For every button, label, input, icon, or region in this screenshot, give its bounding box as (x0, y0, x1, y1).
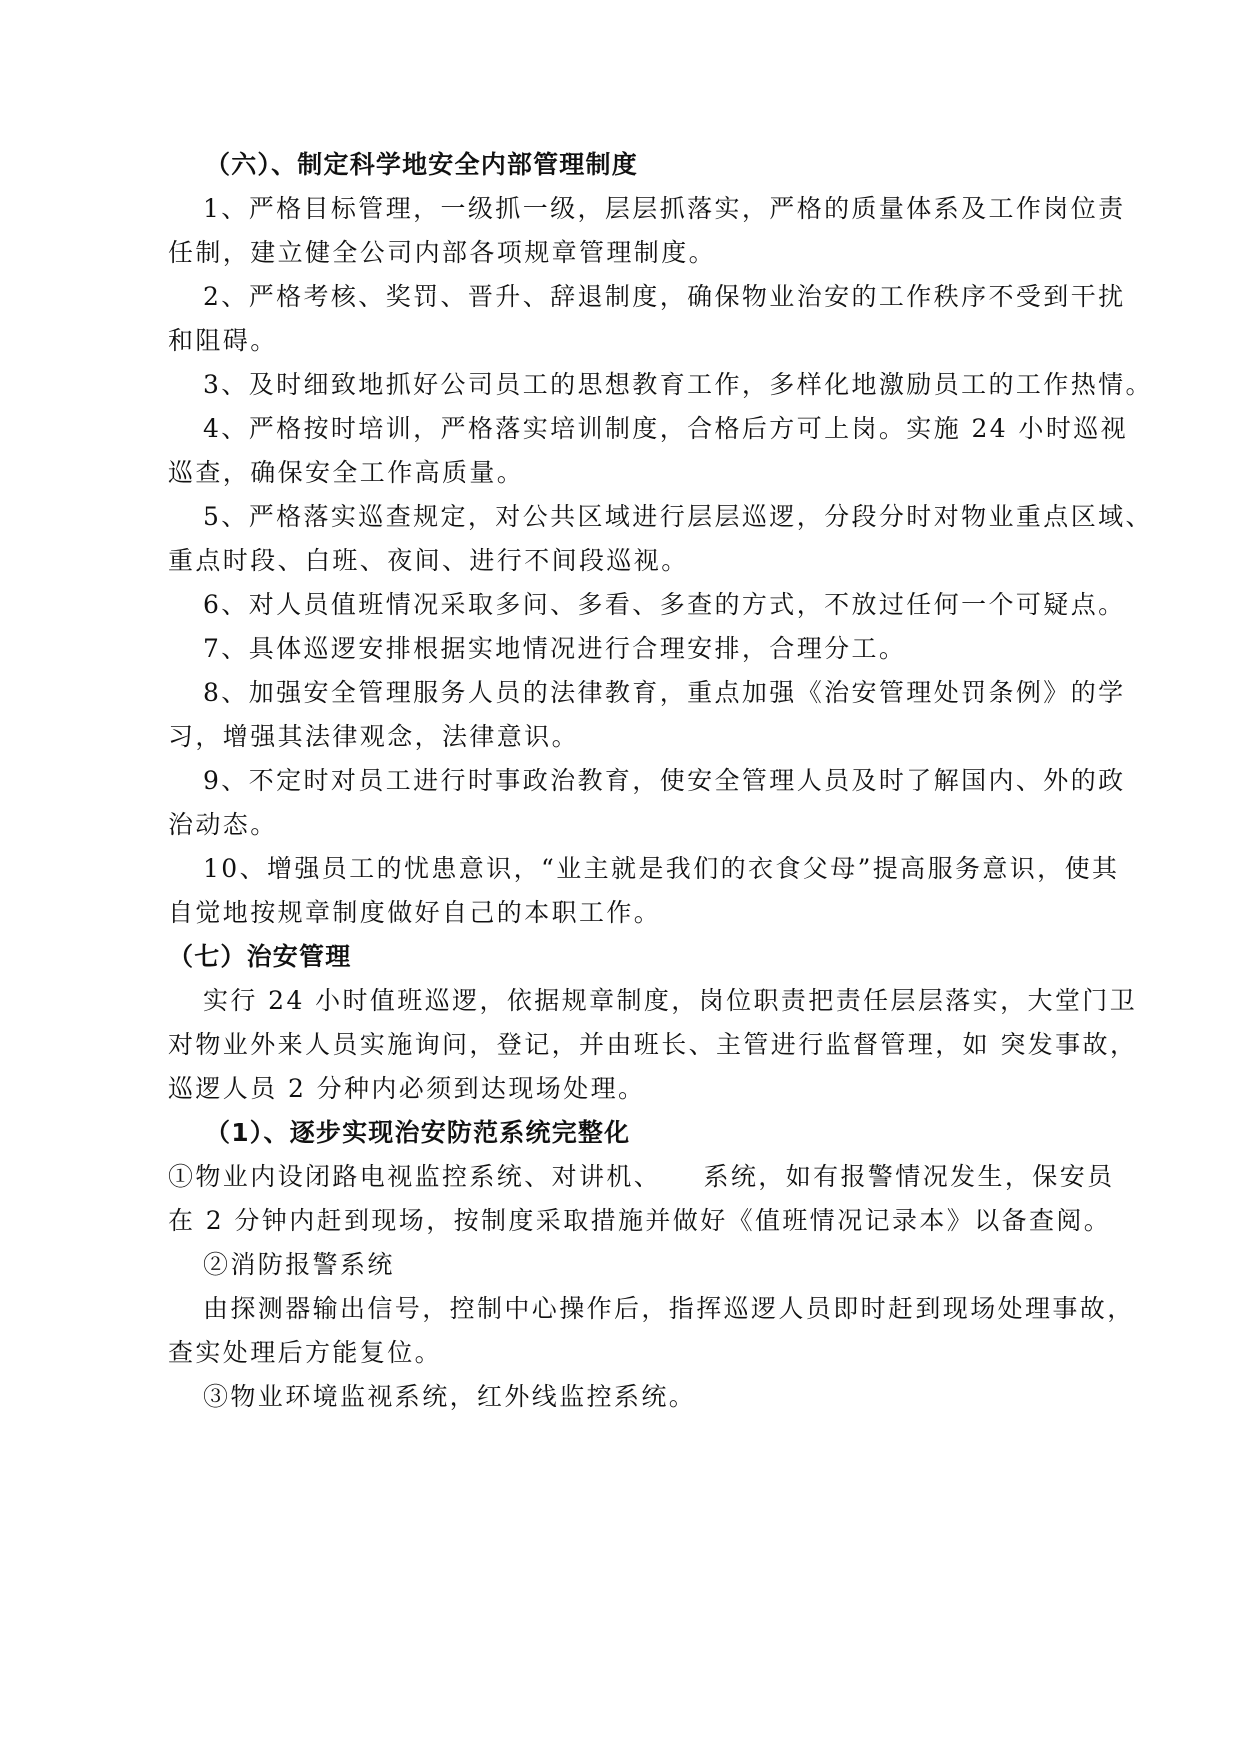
paragraph-9-line-1: 9、不定时对员工进行时事政治教育，使安全管理人员及时了解国内、外的政 (203, 766, 1126, 795)
paragraph-2-line-1: 2、严格考核、奖罚、晋升、辞退制度，确保物业治安的工作秩序不受到干扰 (203, 282, 1126, 311)
paragraph-8-line-2: 习，增强其法律观念，法律意识。 (168, 722, 580, 751)
paragraph-4-line-2: 巡查，确保安全工作高质量。 (168, 458, 525, 487)
security-paragraph-line-2: 对物业外来人员实施询问，登记，并由班长、主管进行监督管理，如 突发事故， (168, 1030, 1138, 1059)
paragraph-8-line-1: 8、加强安全管理服务人员的法律教育，重点加强《治安管理处罚条例》的学 (203, 678, 1126, 707)
cctv-system-line-2: 在 2 分钟内赶到现场，按制度采取措施并做好《值班情况记录本》以备查阅。 (168, 1206, 1112, 1235)
paragraph-5-line-1: 5、严格落实巡查规定，对公共区域进行层层巡逻，分段分时对物业重点区域、 (203, 502, 1153, 531)
paragraph-10-line-2: 自觉地按规章制度做好自己的本职工作。 (168, 898, 662, 927)
security-paragraph-line-3: 巡逻人员 2 分种内必须到达现场处理。 (168, 1074, 646, 1103)
section-heading-6: （六）、制定科学地安全内部管理制度 (205, 150, 638, 179)
fire-alarm-line-1: 由探测器输出信号，控制中心操作后，指挥巡逻人员即时赶到现场处理事故， (203, 1294, 1135, 1323)
paragraph-7-line-1: 7、具体巡逻安排根据实地情况进行合理安排，合理分工。 (203, 634, 907, 663)
paragraph-4-line-1: 4、严格按时培训，严格落实培训制度，合格后方可上岗。实施 24 小时巡视 (203, 414, 1129, 443)
fire-alarm-line-2: 查实处理后方能复位。 (168, 1338, 443, 1367)
fire-alarm-system-title: ②消防报警系统 (203, 1250, 395, 1279)
cctv-system-line-1: ①物业内设闭路电视监控系统、对讲机、 系统，如有报警情况发生，保安员 (168, 1162, 1115, 1191)
subsection-heading-1: （1）、逐步实现治安防范系统完整化 (205, 1118, 631, 1147)
paragraph-1-line-2: 任制，建立健全公司内部各项规章管理制度。 (168, 238, 717, 267)
paragraph-6-line-1: 6、对人员值班情况采取多问、多看、多查的方式，不放过任何一个可疑点。 (203, 590, 1126, 619)
paragraph-10-line-1: 10、增强员工的忧患意识，“业主就是我们的衣食父母”提高服务意识，使其 (203, 854, 1120, 883)
paragraph-9-line-2: 治动态。 (168, 810, 278, 839)
security-paragraph-line-1: 实行 24 小时值班巡逻，依据规章制度，岗位职责把责任层层落实，大堂门卫 (203, 986, 1138, 1015)
paragraph-3-line-1: 3、及时细致地抓好公司员工的思想教育工作，多样化地激励员工的工作热情。 (203, 370, 1153, 399)
environment-monitoring-line: ③物业环境监视系统，红外线监控系统。 (203, 1382, 697, 1411)
paragraph-1-line-1: 1、严格目标管理，一级抓一级，层层抓落实，严格的质量体系及工作岗位责 (203, 194, 1126, 223)
section-heading-7: （七）治安管理 (168, 942, 352, 971)
paragraph-5-line-2: 重点时段、白班、夜间、进行不间段巡视。 (168, 546, 689, 575)
paragraph-2-line-2: 和阻碍。 (168, 326, 278, 355)
